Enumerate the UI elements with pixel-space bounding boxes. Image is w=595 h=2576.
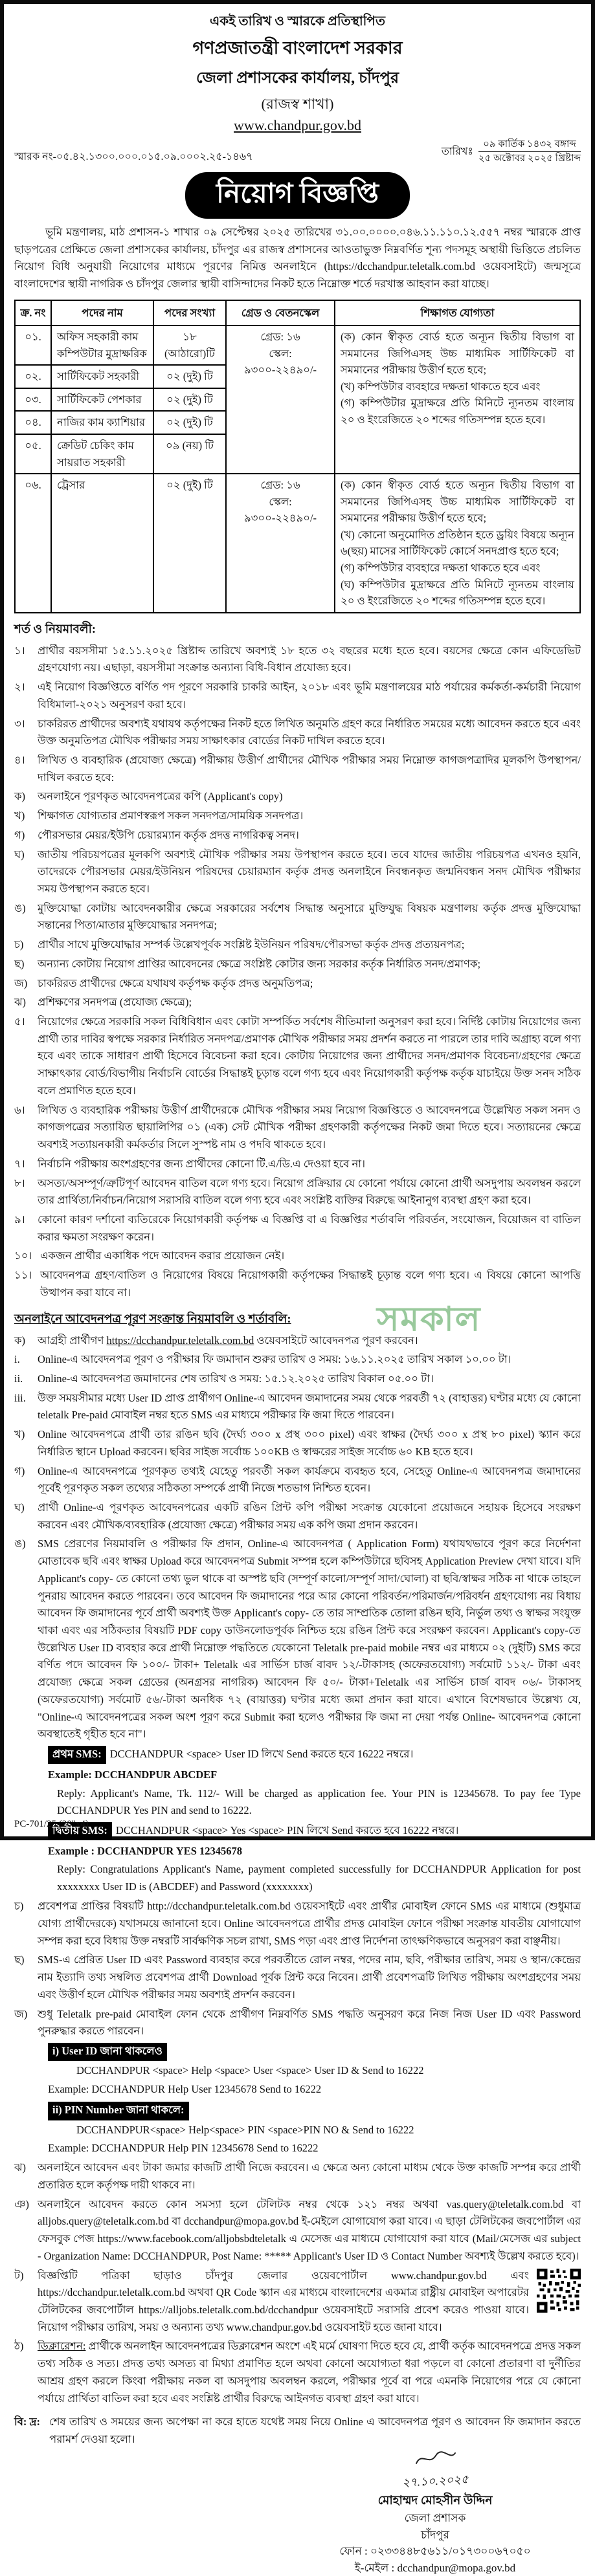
term-number: ৯।	[14, 1213, 25, 1226]
doc-text: পৌরসভার মেয়র/ইউপি চেয়ারম্যান কর্তৃক প্রদত্ত নাগরিকত্ব সনদ।	[38, 828, 299, 841]
doc-text: চাকরিরত প্রার্থীদের ক্ষেত্রে যথাযথ কর্তৃপক্ষ কর্তৃক প্রদত্ত অনুমতিপত্র;	[38, 976, 313, 989]
online-rule-item	[14, 2159, 581, 2194]
rule-letter: ছ)	[14, 1954, 25, 1966]
term-text: আবেদনপত্র গ্রহণ/বাতিল ও নিয়োগের বিষয়ে নিয়োগকারী কর্তৃপক্ষের সিদ্ধান্তই চূড়ান্ত বলে গণ্য হবে। এ বিষয়ে কোনো আপত্তি উত্থাপন করা যাবে না।	[40, 1269, 581, 1299]
rule-text: Online আবেদনপত্রে প্রার্থী তার রঙিন ছবি (দৈর্ঘ্য ৩০০ x প্রস্থ ৩০০ pixel) এবং স্বাক্ষর (দৈর্ঘ্য ৩০০ x প্রস্থ ৮০ pixel) স্ক্যান করে নির্ধারিত স্থানে Upload করবেন। ছবির সাইজ সর্বোচ্চ ১০০KB ও স্বাক্ষরের সাইজ সর্বোচ্চ ৬০ KB হতে হবে।	[38, 1428, 581, 1458]
row-serial: ০৪.	[15, 411, 51, 434]
rule-letter: চ)	[14, 1900, 24, 1913]
qualification-merged	[335, 325, 580, 474]
second-sms-example: Example : DCCHANDPUR YES 12345678	[48, 1845, 243, 1858]
declaration-label: ডিক্লারেশন:	[38, 2340, 86, 2353]
term-item	[14, 679, 581, 713]
online-rule-item	[14, 1536, 581, 1743]
recover-pin-example: Example: DCCHANDPUR Help PIN 12345678 Send to 16222	[48, 2141, 319, 2154]
rule-text: প্রবেশপত্র প্রাপ্তির বিষয়টি http://dcchandpur.teletalk.com.bd ওয়েবসাইটে এবং প্রার্থীর মোবাইল ফোনে SMS এর মাধ্যমে (শুধুমাত্র যোগ্য প্রার্থীদেরকে) যথাসময়ে জানানো হবে। Online আবেদনপত্রে প্রার্থীর প্রদত্ত মোবাইল ফোনে পরীক্ষা সংক্রান্ত যাবতীয় যোগাযোগ সম্পন্ন করা হবে বিধায় উক্ত নম্বরটি সার্বক্ষণিক সচল রাখা, SMS পড়া এবং প্রাপ্ত নির্দেশনা তাৎক্ষণিকভাবে অনুসরণ করা বাঞ্ছনীয়।	[38, 1900, 581, 1947]
required-doc-item	[14, 846, 581, 898]
term-item	[14, 1267, 581, 1301]
signatory-designation: জেলা প্রশাসক	[404, 2512, 466, 2525]
branch-title: (রাজস্ব শাখা)	[261, 96, 334, 112]
sub-text: উক্ত সময়সীমার মধ্যে User ID প্রাপ্ত প্রার্থীগণ Online-এ আবেদন জমাদানের সময় থেকে পরবর্তী ৭২ (বাহাত্তর) ঘণ্টার মধ্যে যে কোনো teletalk Pre-paid মোবাইল নম্বর হতে SMS এর মাধ্যমে পরীক্ষার ফি জমা দিতে পারবেন।	[38, 1391, 581, 1422]
term-text: একজন প্রার্থীর একাধিক পদে আবেদন করার প্রয়োজন নেই।	[40, 1249, 285, 1262]
col-serial: ক্র. নং	[15, 300, 51, 326]
doc-letter: জ)	[14, 976, 28, 989]
rule-letter: খ)	[14, 1428, 25, 1441]
doc-text: প্রার্থীর সাথে মুক্তিযোদ্ধার সম্পর্ক উল্লেখপূর্বক সংশ্লিষ্ট ইউনিয়ন পরিষদ/পৌরসভা কর্তৃক প্রদত্ত প্রত্যয়নপত্র;	[38, 938, 465, 951]
online-rule-item	[14, 1898, 581, 1950]
rule-letter: ঞ)	[14, 2197, 29, 2210]
rule-text	[38, 1332, 581, 1350]
rule-text	[38, 2267, 581, 2337]
nb-note	[14, 2414, 581, 2448]
online-rule-item	[14, 1332, 581, 1350]
memo-row	[14, 138, 581, 166]
grade-scale-tracer	[226, 474, 335, 613]
row-post-count: ১৮ (আঠারো)টি	[153, 325, 226, 365]
rule-text: অনলাইনে আবেদন এবং টাকা জমার কাজটি প্রার্থী নিজে করবেন। এ ক্ষেত্রে অন্য কোনো মাধ্যম থেকে উক্ত কাজটি সম্পন্ন করে প্রার্থী প্রতারিত হলে কর্তৃপক্ষ দায়ী থাকবে না।	[38, 2161, 581, 2192]
qual-clause: (খ) কম্পিউটার ব্যবহারে দক্ষতা থাকতে হবে এবং	[341, 380, 541, 393]
date-bangla: ০৯ কার্তিক ১৪৩২ বঙ্গাব্দ	[478, 138, 581, 152]
term-text: প্রার্থীর বয়সসীমা ১৫.১১.২০২৫ খ্রিষ্টাব্দ তারিখে অবশ্যই ১৮ হতে ৩২ বছরের মধ্যে হতে হবে। বয়সের ক্ষেত্রে কোন এফিডেভিট গ্রহণযোগ্য নয়। এছাড়া, বয়সসীমা সংক্রান্ত অন্যান্য বিধি-বিধান প্রযোজ্য হবে।	[38, 644, 581, 674]
row-serial: ০৩.	[15, 388, 51, 412]
samakal-newspaper-watermark: সমকাল	[377, 1299, 482, 1339]
first-sms-label: প্রথম SMS:	[48, 1746, 106, 1764]
term-item	[14, 1175, 581, 1209]
intro-paragraph: ভূমি মন্ত্রণালয়, মাঠ প্রশাসন-১ শাখার ০৯ সেপ্টেম্বর ২০২৫ তারিখের ৩১.০০.০০০০.০৪৬.১১.১১০.১২.৫৫৭ নম্বর স্মারকে প্রাপ্ত ছাড়পত্রের প্রেক্ষিতে জেলা প্রশাসকের কার্যালয়, চাঁদপুর এর রাজস্ব প্রশাসনের আওতাভুক্ত নিম্নবর্ণিত শূন্য পদসমূহ অস্থায়ী ভিত্তিতে প্রচলিত নিয়োগ বিধি অনুযায়ী নিয়োগের মাধ্যমে পূরণের নিমিত্ত অনলাইনে (https://dcchandpur.teletalk.com.bd ওয়েবসাইটে) জন্মসূত্রে বাংলাদেশের স্থায়ী নাগরিক ও চাঁদপুর জেলার স্থায়ী বাসিন্দাদের নিকট হতে নিম্নোক্ত শর্তে দরখাস্ত আহবান করা যাচ্ছে।	[14, 225, 581, 290]
recover-user-id-example: Example: DCCHANDPUR Help User 12345678 Send to 16222	[48, 2082, 322, 2095]
signatory-phone: ফোন : ০২৩৩৪৪৮৫৬১১/০১৭৩০০৬৭০৫০	[339, 2545, 531, 2558]
notice-title-banner: নিয়োগ বিজ্ঞপ্তি	[185, 172, 410, 219]
rule-letter: ট)	[14, 2269, 24, 2282]
row-post-name: ক্রেডিট চেকিং কাম সায়রাত সহকারী	[51, 434, 153, 474]
doc-text: জাতীয় পরিচয়পত্রের মূলকপি অবশ্যই মৌখিক পরীক্ষার সময় উপস্থাপন করতে হবে। তবে যাদের জাতীয় পরিচয়পত্র এখনও হয়নি, তাদেরকে পৌরসভার মেয়র/ইউনিয়ন পরিষদের চেয়ারম্যান কর্তৃক প্রদত্ত অনলাইনে নিবন্ধনকৃত জন্মনিবন্ধন সনদ মৌখিক পরীক্ষার সময় উপস্থাপন করতে হবে।	[38, 848, 581, 896]
rule-text: শুধু Teletalk pre-paid মোবাইল ফোন থেকে প্রার্থীগণ নিম্নবর্ণিত SMS পদ্ধতি অনুসরণ করে নিজ নিজ User ID এবং Password পুনরুদ্ধার করতে পারবেন।	[38, 2007, 581, 2038]
first-sms-example: Example: DCCHANDPUR ABCDEF	[48, 1768, 218, 1781]
grade-line: গ্রেড: ১৬	[260, 479, 300, 492]
online-rule-subitem	[14, 1371, 581, 1388]
memo-number: স্মারক নং-০৫.৪২.১৩০০.০০০.০১৫.০৯.০০০২.২৫-১৪৬৭	[14, 151, 253, 162]
table-row	[15, 325, 580, 365]
online-rule-item	[14, 1952, 581, 2003]
term-text: লিখিত ও ব্যবহারিক (প্রযোজ্য ক্ষেত্রে) পরীক্ষায় উত্তীর্ণ প্রার্থীদের মৌখিক পরীক্ষার সময় নিম্নোক্ত কাগজপত্রাদির মূলকপি উপস্থাপন/দাখিল করতে হবে:	[38, 753, 581, 784]
nb-text: শেষ তারিখ ও সময়ের জন্য অপেক্ষা না করে হাতে যথেষ্ট সময় নিয়ে Online এ আবেদনপত্র পূরণ ও আবেদন ফি জমাদান করতে পরামর্শ দেওয়া হলো।	[49, 2416, 581, 2445]
row-post-count: ০২ (দুই) টি	[153, 411, 226, 434]
qualification-tracer	[335, 474, 580, 613]
table-header-row	[15, 300, 580, 326]
row-post-name: ট্রেসার	[51, 474, 153, 613]
term-text: অসত্য/অসম্পূর্ণ/ত্রুটিপূর্ণ আবেদন বাতিল বলে গণ্য হবে। নিয়োগ প্রক্রিয়ার যে কোনো পর্যায়ে কোনো প্রার্থী অসদুপায় অবলম্বন করলে তার প্রার্থিতা/নির্বাচন/নিয়োগ সরাসরি বাতিল বলে গণ্য হবে এবং সংশ্লিষ্ট ব্যক্তির বিরুদ্ধে আইনানুগ ব্যবস্থা গ্রহণ করা হবে।	[38, 1176, 581, 1207]
second-sms-block	[48, 1822, 581, 1896]
rule-text: SMS-এ প্রেরিত User ID এবং Password ব্যবহার করে পরবর্তীতে রোল নম্বর, পদের নাম, ছবি, পরীক্ষার তারিখ, সময় ও স্থান/কেন্দ্রের নাম ইত্যাদি তথ্য সম্বলিত প্রবেশপত্র প্রার্থী Download পূর্বক প্রিন্ট করে নিবেন। প্রার্থী প্রবেশপত্রটি লিখিত পরীক্ষায় অংশগ্রহণের সময় এবং উত্তীর্ণ হলে মৌখিক পরীক্ষার সময় অবশ্যই প্রদর্শন করবেন।	[38, 1954, 581, 2001]
qr-code	[537, 2269, 581, 2313]
required-doc-item	[14, 827, 581, 844]
required-doc-item	[14, 956, 581, 973]
row-post-name: অফিস সহকারী কাম কম্পিউটার মুদ্রাক্ষরিক	[51, 325, 153, 365]
term-text: চাকরিরত প্রার্থীদের অবশ্যই যথাযথ কর্তৃপক্ষের নিকট হতে লিখিত অনুমতি গ্রহণ করে নির্ধারিত সময়ের মধ্যে আবেদন করতে হবে এবং উক্ত অনুমতিপত্র মৌখিক পরীক্ষার সময় সাক্ষাৎকার বোর্ডের নিকট দাখিল করতে হবে।	[38, 717, 581, 747]
signature-block	[14, 2450, 581, 2576]
qual-clause: (ক) কোন স্বীকৃত বোর্ড হতে অন্যূন দ্বিতীয় বিভাগ বা সমমানের জিপিএসহ উচ্চ মাধ্যমিক সার্টিফিকেট বা সমমানের পরীক্ষায় উত্তীর্ণ হতে হবে;	[341, 331, 574, 377]
doc-letter: গ)	[14, 828, 25, 841]
rule-letter: ঝ)	[14, 2161, 26, 2174]
doc-text: শিক্ষাগত যোগ্যতার প্রমাণস্বরূপ সকল সনদপত্র/সাময়িক সনদপত্র।	[38, 809, 304, 822]
row-post-count: ০৯ (নয়) টি	[153, 434, 226, 474]
term-item	[14, 1102, 581, 1154]
term-text: কোনো কারণ দর্শানো ব্যতিরেকে নিয়োগকারী কর্তৃপক্ষ এ বিজ্ঞপ্তি বা এ বিজ্ঞপ্তির শর্তাবলি পরিবর্তন, সংযোজন, বিয়োজন বা বাতিল করার ক্ষমতা সংরক্ষণ করেন।	[38, 1213, 581, 1243]
first-sms-line	[48, 1746, 581, 1764]
doc-text: অনলাইনে পূরণকৃত আবেদনপত্রের কপি (Applicant's copy)	[38, 790, 283, 803]
signatory-name: মোহাম্মদ মোহসীন উদ্দিন	[377, 2494, 493, 2507]
first-sms-format: DCCHANDPUR <space> User ID লিখে Send করতে হবে 16222 নম্বরে।	[109, 1748, 414, 1761]
doc-text: অন্যান্য কোটায় নিয়োগ প্রাপ্তির আবেদনের ক্ষেত্রে সংশ্লিষ্ট কোটার জন্য সরকার কর্তৃক নির্ধারিত সনদ/প্রমাণক;	[38, 957, 481, 970]
rule-letter: গ)	[14, 1464, 25, 1477]
online-rule-item-with-qr	[14, 2267, 581, 2337]
online-rule-item	[14, 1499, 581, 1534]
rule-text-body: বিজ্ঞপ্তিটি পত্রিকা ছাড়াও চাঁদপুর জেলার ওয়েবপোর্টাল www.chandpur.gov.bd এবং https://dcchandpur.teletalk.com.bd অথবা QR Code স্ক্যান এর মাধ্যমে বাংলাদেশের একমাত্র রাষ্ট্রীয় মোবাইল অপারেটর টেলিটকের জবপোর্টাল https://alljobs.teletalk.com.bd/dcchandpur ওয়েবসাইটে সরাসরি প্রবেশ করেও পাওয়া যাবে। নিয়োগ পরীক্ষার তারিখ, সময় ও অন্যান্য তথ্য www.chandpur.gov.bd ওয়েবসাইট হতে জানা যাবে।	[38, 2269, 529, 2333]
row-post-count: ০২ (দুই) টি	[153, 365, 226, 388]
press-print-code: PC-701/25 (20"x4)	[14, 1819, 89, 1829]
scale-line: স্কেল: ৯৩০০-২২৪৯০/-	[243, 495, 317, 525]
row-post-name: নাজির কাম ক্যাশিয়ার	[51, 411, 153, 434]
rule-letter: ঙ)	[14, 1537, 26, 1550]
scale-line: স্কেল: ৯৩০০-২২৪৯০/-	[243, 347, 317, 377]
rule-text-pre: আগ্রহী প্রার্থীগণ	[38, 1334, 107, 1347]
online-rule-item	[14, 2196, 581, 2265]
declaration-item	[14, 2338, 581, 2407]
row-serial: ০১.	[15, 325, 51, 365]
doc-letter: ছ)	[14, 957, 25, 970]
grade-scale-merged	[226, 325, 335, 474]
rule-letter: ঘ)	[14, 1501, 25, 1514]
rule-text: প্রার্থী Online-এ পূরণকৃত আবেদনপত্রের একটি রঙিন প্রিন্ট কপি পরীক্ষা সংক্রান্ত যেকোনো প্রয়োজনে সহায়ক হিসেবে সংরক্ষণ করবেন এবং মৌখিক/ব্যবহারিক (প্রযোজ্য ক্ষেত্রে) পরীক্ষার সময় এক কপি জমা প্রদান করবেন।	[38, 1501, 581, 1531]
term-number: ৫।	[14, 1015, 25, 1028]
doc-text: প্রশিক্ষণের সনদপত্র (প্রযোজ্য ক্ষেত্রে);	[38, 996, 192, 1009]
term-number: ৩।	[14, 717, 25, 730]
qual-clause: (ক) কোন স্বীকৃত বোর্ড হতে অন্যূন দ্বিতীয় বিভাগ বা সমমানের জিপিএসহ উচ্চ মাধ্যমিক সার্টিফিকেট বা সমমানের পরীক্ষায় উত্তীর্ণ হতে হবে;	[341, 479, 574, 525]
term-number: ১০।	[14, 1249, 32, 1262]
term-text: এই নিয়োগ বিজ্ঞপ্তিতে বর্ণিত পদ পূরণে সরকারি চাকরি আইন, ২০১৮ এবং ভূমি মন্ত্রণালয়ের মাঠ পর্যায়ের কর্মকর্তা-কর্মচারী নিয়োগ বিধিমালা-২০২১ অনুসরণ করা হবে।	[38, 681, 581, 710]
doc-letter: ঝ)	[14, 996, 26, 1009]
term-item	[14, 1156, 581, 1173]
required-doc-item	[14, 975, 581, 993]
col-post-count: পদের সংখ্যা	[153, 300, 226, 326]
row-post-name: সার্টিফিকেট পেশকার	[51, 388, 153, 412]
second-sms-format: DCCHANDPUR <space> Yes <space> PIN লিখে Send করতে হবে 16222 নম্বরে।	[115, 1823, 459, 1836]
term-item	[14, 1248, 581, 1265]
rule-text: অনলাইনে আবেদন করতে কোন সমস্যা হলে টেলিটক নম্বর থেকে ১২১ নম্বর অথবা vas.query@teletalk.com.bd বা alljobs.query@teletalk.com.bd বা dcchandpur@mopa.gov.bd ই-মেইলে যোগাযোগ করা যাবে। এ ছাড়া টেলিটকের জবপোর্টাল এর ফেসবুক পেজ https://www.facebook.com/alljobsbdteletalk এ মেসেজ এর মাধ্যমে যোগাযোগ করা যাবে (Mail/মেসেজ এর subject - Organization Name: DCCHANDPUR, Post Name: ***** Applicant's User ID ও Contact Number অবশ্যই উল্লেখ করতে হবে)।	[38, 2197, 581, 2262]
declaration-body: প্রার্থীকে অনলাইন আবেদনপত্রের ডিক্লারেশন অংশে এই মর্মে ঘোষণা দিতে হবে যে, প্রার্থী কর্তৃক আবেদনপত্রে প্রদত্ত সকল তথ্য সঠিক ও সত্য। প্রদত্ত তথ্য অসত্য বা মিথ্যা প্রমাণিত হলে অথবা কোনো অযোগ্যতা ধরা পড়লে বা কোনো প্রতারণা বা দুর্নীতির আশ্রয় গ্রহণ করলে কিংবা পরীক্ষায় নকল বা অসদুপায় অবলম্বন করলে, পরীক্ষার পূর্বে বা পরে এমনকি নিয়োগের পরে যে কোনো পর্যায়ে প্রার্থিতা বাতিল করা হবে এবং সংশ্লিষ্ট প্রার্থীর বিরুদ্ধে আইনগত ব্যবস্থা গ্রহণ করা যাবে।	[38, 2340, 581, 2405]
declaration-text	[38, 2338, 581, 2407]
term-item	[14, 643, 581, 677]
sub-number: iii.	[14, 1391, 26, 1404]
terms-section-title: শর্ত ও নিয়মাবলী:	[14, 622, 96, 636]
row-post-name: সার্টিফিকেট সহকারী	[51, 365, 153, 388]
online-rule-item	[14, 1426, 581, 1460]
handwritten-signature	[328, 2450, 542, 2472]
doc-letter: ঘ)	[14, 848, 25, 861]
recover-user-id-block	[48, 2043, 581, 2157]
online-rule-item	[14, 2006, 581, 2040]
sub-number: ii.	[14, 1372, 23, 1385]
replaced-note: একই তারিখ ও স্মারকে প্রতিস্থাপিত	[210, 14, 385, 28]
col-grade-scale: গ্রেড ও বেতনস্কেল	[226, 300, 335, 326]
rule-letter: জ)	[14, 2007, 28, 2020]
term-item	[14, 752, 581, 786]
qual-clause: (খ) কোনো অনুমোদিত প্রতিষ্ঠান হতে ড্রয়িং বিষয়ে অন্যূন ৬(ছয়) মাসের সার্টিফিকেট কোর্সে সনদপ্রাপ্ত হতে হবে;	[341, 528, 574, 558]
date-values	[478, 138, 581, 166]
col-qualification: শিক্ষাগত যোগ্যতা	[335, 300, 580, 326]
recover-user-id-command: DCCHANDPUR <space> Help <space> User <space> User ID & Send to 16222	[76, 2064, 424, 2077]
doc-letter: খ)	[14, 809, 25, 822]
doc-letter: ঙ)	[14, 901, 26, 914]
term-text: লিখিত ও ব্যবহারিক পরীক্ষায় উত্তীর্ণ প্রার্থীদেরকে মৌখিক পরীক্ষার সময় নিয়োগ বিজ্ঞপ্তিতে ও আবেদনপত্রে উল্লেখিত সকল সনদ ও কাগজপত্রের সত্যায়িত ছায়ালিপির ০১ (এক) সেট মৌখিক পরীক্ষা গ্রহণকারী কর্তৃপক্ষের নিকট জমা দিতে হবে। সত্যায়নের ক্ষেত্রে অবশ্যই সত্যায়নকারী কর্মকর্তার সিলে সুস্পষ্ট নাম ও পদবি থাকতে হবে।	[38, 1103, 581, 1151]
nb-label: বি: দ্র:	[14, 2416, 40, 2428]
rule-text-post: ওয়েবসাইটে আবেদনপত্র পূরণ করবেন।	[254, 1334, 418, 1347]
office-website: www.chandpur.gov.bd	[234, 117, 361, 133]
qual-clause: (ঘ) কম্পিউটার মুদ্রাক্ষরে প্রতি মিনিটে ন্যূনতম বাংলায় ২০ ও ইংরেজিতে ২০ শব্দের গতিসম্পন্ন হতে হবে।	[341, 578, 574, 608]
required-doc-item	[14, 994, 581, 1011]
term-item	[14, 1013, 581, 1100]
term-number: ৬।	[14, 1103, 25, 1116]
date-gregorian: ২৫ অক্টোবর ২০২৫ খ্রিষ্টাব্দ	[478, 153, 581, 164]
doc-letter: চ)	[14, 938, 24, 951]
online-rule-item	[14, 1463, 581, 1497]
doc-text: মুক্তিযোদ্ধা কোটায় আবেদনকারীর ক্ষেত্রে সরকারের সর্বশেষ সিদ্ধান্ত অনুসারে মুক্তিযুদ্ধ বিষয়ক মন্ত্রণালয় কর্তৃক প্রদত্ত মুক্তিযোদ্ধা সন্তানের পিতা/মাতার মুক্তিযোদ্ধার সনদপত্র;	[38, 901, 581, 932]
online-rule-subitem	[14, 1390, 581, 1424]
government-title: গণপ্রজাতন্ত্রী বাংলাদেশ সরকার	[192, 38, 403, 58]
rule-letter: ক)	[14, 1334, 26, 1347]
term-number: ৮।	[14, 1176, 25, 1189]
term-text: নিয়োগের ক্ষেত্রে সরকারি সকল বিধিবিধান এবং কোটা সম্পর্কিত সর্বশেষ নীতিমালা অনুসরণ করা হবে। নির্দিষ্ট কোটায় নিয়োগের জন্য প্রার্থী তার দাবির স্বপক্ষে সরকার নির্ধারিত সনদপত্র/প্রমাণক মৌখিক পরীক্ষার সময় প্রদর্শন করতে না পারলে তার দাবি অগ্রাহ্য বলে গণ্য হবে এবং তাকে সাধারণ প্রার্থী হিসেবে বিবেচনা করা হবে। কোটায় নিয়োগের জন্য প্রার্থীদের সনদ/প্রমাণক বিবেচনা/গ্রহণের ক্ষেত্রে সাক্ষাৎকার বোর্ড/বিভাগীয় নির্বাচনি বোর্ডের সিদ্ধান্তই চূড়ান্ত বলে গণ্য হবে এবং নিয়োগকারী কর্তৃপক্ষ কর্তৃক যাচাইয়ে উক্ত সনদ সঠিক বলে প্রমাণিত হতে হবে।	[38, 1015, 581, 1097]
sub-text: Online-এ আবেদনপত্র জমাদানের শেষ তারিখ ও সময়: ১৫.১২.২০২৫ তারিখ বিকাল ০৫.০০ টা।	[38, 1372, 434, 1385]
online-rules-header-row	[14, 1299, 581, 1339]
required-doc-item	[14, 900, 581, 934]
row-serial: ০২.	[15, 365, 51, 388]
online-rule-subitem	[14, 1351, 581, 1369]
rule-text: SMS প্রেরণের নিয়মাবলি ও পরীক্ষার ফি প্রদান, Online-এ আবেদনপত্র ( Application Form) যথাযথভাবে পূরণ করে নির্দেশনা মোতাবেক ছবি এবং স্বাক্ষর Upload করে আবেদনপত্র Submit সম্পন্ন হলে কম্পিউটারে ছবিসহ Application Preview দেখা যাবে। যদি Applicant's copy- তে কোনো তথ্য ভুল থাকে বা অস্পষ্ট ছবি (সম্পূর্ণ কালো/সম্পূর্ণ সাদা/ঘোলা) বা ছবি/স্বাক্ষর সঠিক না থাকে তাহলে পুনরায় আবেদন করতে পারবেন। তবে আবেদন ফি জমাদানের পরে আর কোনো পরিবর্তন/পরিমার্জন/পরিবর্ধন গ্রহণযোগ্য নয় বিধায় আবেদন ফি জমাদানের পূর্বে প্রার্থী অবশ্যই উক্ত Applicant's copy- তে তার সাম্প্রতিক তোলা রঙিন ছবি, নির্ভুল তথ্য ও স্বাক্ষর সংযুক্ত থাকা এবং এর সঠিকতার বিষয়টি PDF copy ডাউনলোডপূর্বক নিশ্চিত হয়ে রঙিন প্রিন্ট করে সংরক্ষণ করবেন। Applicant's copy-তে উল্লেখিত User ID ব্যবহার করে প্রার্থী নিম্নোক্ত পদ্ধতিতে যেকোনো Teletalk pre-paid mobile নম্বর এর মাধ্যমে ০২ (দুইটি) SMS করে বর্ণিত পদে আবেদন ফি ১০০/- টাকা+ Teletalk এর সার্ভিস চার্জ বাবদ ১২/-টাকাসহ (অফেরতযোগ্য) সর্বমোট ১১২/- টাকা এবং প্রযোজ্য ক্ষেত্রে সকল গ্রেডের (অনগ্রসর নাগরিক) আবেদন ফি ৫০/- টাকা+Teletalk এর সার্ভিস চার্জ বাবদ ০৬/- টাকাসহ (অফেরতযোগ্য) সর্বমোট ৫৬/-টাকা অনধিক ৭২ (বায়াত্তর) ঘণ্টার মধ্যে জমা প্রদান করা যাবে। এখানে বিশেষভাবে উল্লেখ্য যে, "Online-এ আবেদনপত্রের সকল অংশ পূরণ করে Submit করা হলেও পরীক্ষার ফি জমা না দেয়া পর্যন্ত Online- আবেদনপত্র কোনো অবস্থাতেই গৃহীত হবে না"।	[38, 1537, 581, 1741]
sub-number: i.	[14, 1353, 20, 1366]
online-rules-title: অনলাইনে আবেদনপত্র পূরণ সংক্রান্ত নিয়মাবলি ও শর্তাবলি:	[14, 1312, 291, 1326]
second-sms-label: দ্বিতীয় SMS:	[48, 1822, 112, 1840]
qual-clause: (গ) কম্পিউটার ব্যবহারে দক্ষতা থাকতে হবে এবং	[341, 561, 541, 574]
second-sms-reply: Reply: Congratulations Applicant's Name, payment completed successfully for DCCHANDPUR Application for post xxxxxxxx User ID is (ABCDEF) and Password (xxxxxxxx)	[57, 1863, 581, 1893]
rule-letter: ঠ)	[14, 2340, 24, 2353]
term-number: ২।	[14, 681, 25, 694]
first-sms-block	[48, 1746, 581, 1820]
term-number: ৪।	[14, 753, 25, 766]
signature-date: ২৭.১০.২০২৫	[401, 2472, 469, 2489]
row-post-count: ০২ (দুই) টি	[153, 474, 226, 613]
term-text: নির্বাচনি পরীক্ষায় অংশগ্রহণের জন্য প্রার্থীদের কোনো টি.এ/ডি.এ দেওয়া হবে না।	[38, 1157, 365, 1170]
required-doc-item	[14, 808, 581, 825]
sub-text: Online-এ আবেদনপত্র পূরণ ও পরীক্ষার ফি জমাদান শুরুর তারিখ ও সময়: ১৬.১১.২০২৫ তারিখ সকাল ১০.০০ টা।	[38, 1353, 511, 1366]
date-block	[442, 138, 581, 166]
application-website-url: https://dcchandpur.teletalk.com.bd	[106, 1334, 254, 1347]
rule-text: Online-এ আবেদনপত্রে পূরণকৃত তথ্যই যেহেতু পরবর্তী সকল কার্যক্রমে ব্যবহৃত হবে, সেহেতু Online-এ আবেদনপত্র জমাদানের পূর্বেই পূরণকৃত সকল তথ্যের সঠিকতা সম্পর্কে প্রার্থী নিজে শতভাগ নিশ্চিত হবেন।	[38, 1464, 581, 1495]
row-serial: ০৫.	[15, 434, 51, 474]
col-post-name: পদের নাম	[51, 300, 153, 326]
recover-pin-command: DCCHANDPUR<space> Help<space> PIN <space>PIN NO & Send to 16222	[76, 2123, 414, 2136]
grade-line: গ্রেড: ১৬	[260, 331, 300, 344]
term-number: ৭।	[14, 1157, 25, 1170]
term-item	[14, 716, 581, 750]
office-title: জেলা প্রশাসকের কার্যালয়, চাঁদপুর	[196, 70, 399, 87]
second-sms-line	[48, 1822, 581, 1840]
row-serial: ০৬.	[15, 474, 51, 613]
signatory-district: চাঁদপুর	[421, 2528, 449, 2541]
signature-scribble-icon	[412, 2450, 458, 2467]
first-sms-reply: Reply: Applicant's Name, Tk. 112/- Will be charged as application fee. Your PIN is 12345678. To pay fee Type DCCHANDPUR Yes PIN and send to 16222.	[57, 1787, 581, 1817]
row-post-count: ০২ (দুই) টি	[153, 388, 226, 412]
term-item	[14, 1211, 581, 1246]
recover-pin-label: ii) PIN Number জানা থাকলে:	[48, 2102, 189, 2120]
required-doc-item	[14, 936, 581, 954]
term-number: ১১।	[14, 1269, 32, 1282]
required-doc-item	[14, 788, 581, 806]
recover-user-id-label: i) User ID জানা থাকলেও	[48, 2043, 167, 2061]
date-label: তারিখঃ	[441, 146, 473, 157]
qual-clause: (গ) কম্পিউটার মুদ্রাক্ষরে প্রতি মিনিটে ন্যূনতম বাংলায় ২০ ও ইংরেজিতে ২০ শব্দের গতিসম্পন্ন হতে হবে।	[341, 397, 574, 426]
doc-letter: ক)	[14, 790, 26, 803]
table-row	[15, 474, 580, 613]
vacancy-table	[14, 300, 581, 613]
term-number: ১।	[14, 644, 25, 657]
signatory-email: ই-মেইল : dcchandpur@mopa.gov.bd	[354, 2561, 516, 2574]
